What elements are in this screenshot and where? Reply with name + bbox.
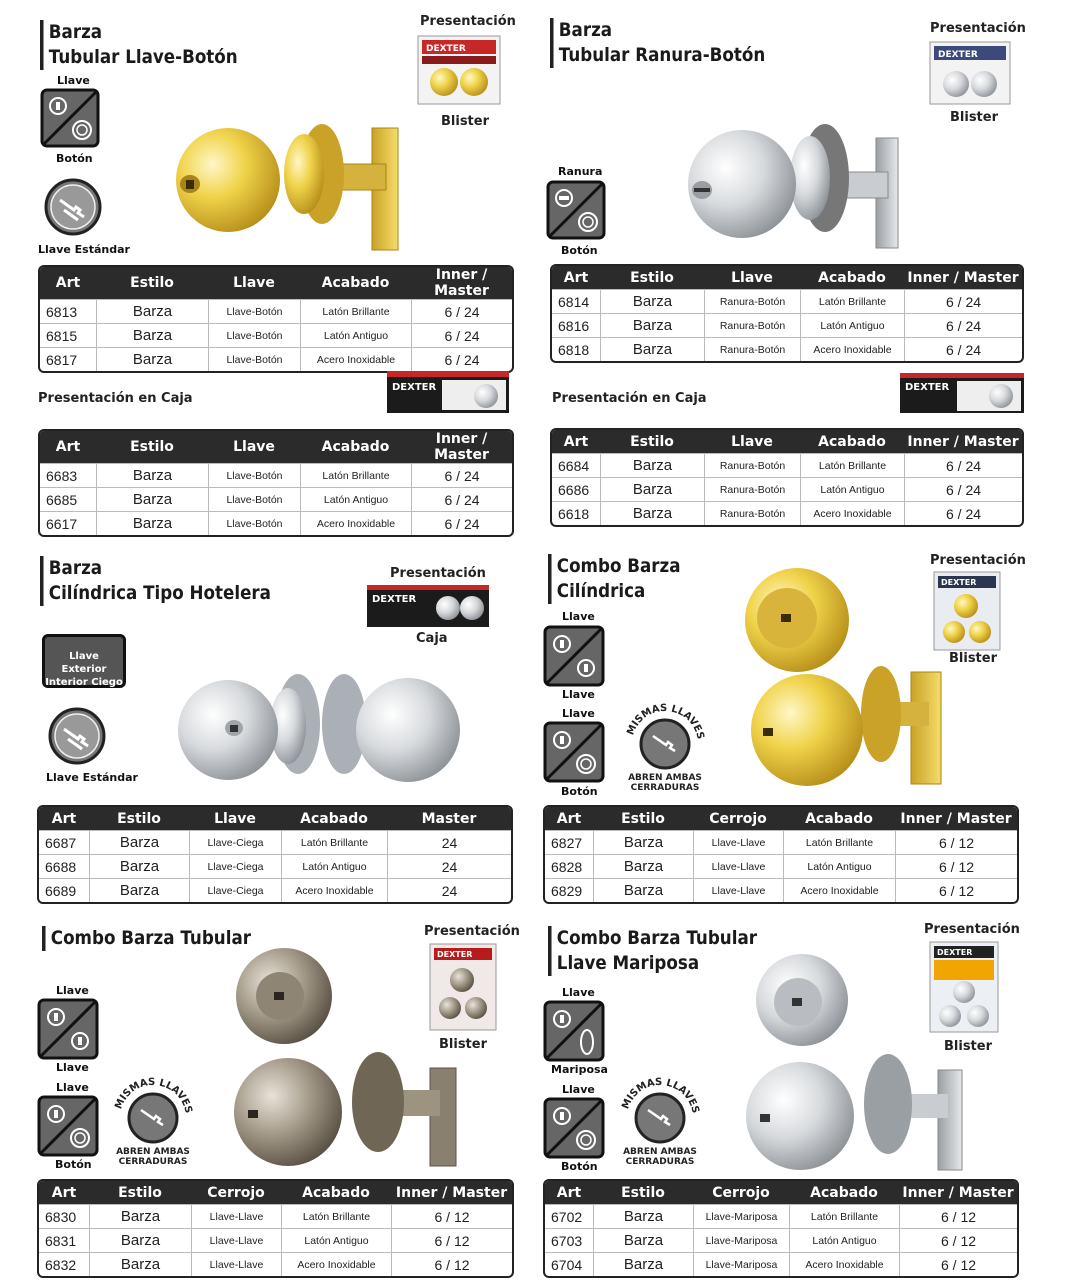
title-line-1: Combo Barza Tubular (556, 927, 757, 949)
col-inner-master: Inner / Master (391, 1181, 512, 1204)
boton-label: Botón (561, 1160, 598, 1173)
mariposa-label: Mariposa (551, 1063, 608, 1076)
cell: Latón Brillante (783, 830, 895, 854)
cell: 6683 (40, 463, 96, 487)
col-art: Art (40, 267, 96, 299)
table-row (40, 463, 512, 487)
mismas-llaves-text: MISMAS LLAVES (113, 1076, 194, 1115)
cell: 6689 (39, 878, 89, 902)
cell: 6687 (39, 830, 89, 854)
blister-label: Blister (944, 1039, 993, 1054)
cell: Llave-Llave (693, 878, 783, 902)
cell: Barza (593, 1204, 693, 1228)
product-table (37, 1179, 514, 1278)
cell: Ranura-Botón (704, 477, 800, 501)
col-llave: Llave (704, 266, 800, 289)
mismas-llaves-badge (620, 700, 710, 796)
brand-text: DEXTER (905, 382, 950, 393)
cell: 6686 (552, 477, 600, 501)
presentacion-label: Presentación (924, 922, 1020, 937)
col-acabado: Acabado (281, 1181, 391, 1204)
llave-boton-icon (40, 88, 100, 148)
boton-label: Botón (561, 785, 598, 798)
cell: 6688 (39, 854, 89, 878)
cell: Barza (96, 347, 208, 371)
presentacion-label: Presentación (390, 566, 486, 581)
blister-package-image (416, 34, 502, 106)
cell: 6832 (39, 1252, 89, 1276)
cell: 6617 (40, 511, 96, 535)
cell: Latón Antiguo (281, 854, 387, 878)
cell: Latón Antiguo (281, 1228, 391, 1252)
cell: Barza (593, 854, 693, 878)
cell: 6702 (545, 1204, 593, 1228)
cell: 24 (387, 830, 511, 854)
cell: Llave-Llave (191, 1228, 281, 1252)
cell: 24 (387, 878, 511, 902)
svg-text:DEXTER: DEXTER (941, 578, 977, 587)
section-title (548, 926, 757, 976)
cell: Barza (96, 323, 208, 347)
cell: Llave-Llave (693, 854, 783, 878)
table-row (552, 337, 1022, 361)
cell: Llave-Mariposa (693, 1252, 789, 1276)
cell: Llave-Botón (208, 299, 300, 323)
cell: 6 / 24 (904, 501, 1022, 525)
presentacion-caja-label: Presentación en Caja (38, 391, 193, 406)
col-acabado: Acabado (789, 1181, 899, 1204)
combo-brass-image (735, 562, 960, 790)
combo-bronze-image (222, 940, 472, 1170)
cell: Llave-Llave (693, 830, 783, 854)
cell: 6816 (552, 313, 600, 337)
presentacion-caja-label: Presentación en Caja (552, 391, 707, 406)
table-row (39, 1228, 512, 1252)
box-product-table (550, 428, 1024, 527)
cell: Latón Brillante (300, 299, 411, 323)
table-row (40, 347, 512, 371)
cell: 6 / 24 (411, 323, 512, 347)
brand-text: DEXTER (392, 382, 437, 393)
table-row (39, 1252, 512, 1276)
cell: 6818 (552, 337, 600, 361)
col-acabado: Acabado (800, 266, 904, 289)
cell: 6684 (552, 453, 600, 477)
title-line-2: Llave Mariposa (556, 952, 700, 974)
col-estilo: Estilo (593, 807, 693, 830)
caja-package-image (366, 584, 490, 628)
table-row (40, 511, 512, 535)
cell: 6703 (545, 1228, 593, 1252)
boton-label: Botón (55, 1158, 92, 1171)
col-art: Art (40, 431, 96, 463)
llave-label-3: Llave (562, 707, 595, 720)
col-estilo: Estilo (600, 266, 704, 289)
llave-llave-icon (543, 625, 605, 687)
table-row (545, 878, 1017, 902)
llave-estandar-icon (48, 707, 106, 765)
llave-llave-icon (37, 998, 99, 1060)
col-art: Art (552, 430, 600, 453)
title-line-1: Barza (48, 557, 103, 579)
ranura-label: Ranura (558, 165, 603, 178)
col-art: Art (39, 1181, 89, 1204)
cerraduras-text: CERRADURAS (625, 1157, 695, 1167)
table-row (552, 289, 1022, 313)
title-line-2: Cilíndrica (556, 580, 646, 602)
col-inner-master: Inner / Master (411, 267, 512, 299)
cell: Acero Inoxidable (281, 878, 387, 902)
cell: Barza (593, 1252, 693, 1276)
cell: 6 / 24 (904, 477, 1022, 501)
cell: 6685 (40, 487, 96, 511)
cell: Acero Inoxidable (800, 501, 904, 525)
cell: 6 / 12 (895, 854, 1017, 878)
col-estilo: Estilo (600, 430, 704, 453)
cell: 6 / 24 (411, 347, 512, 371)
cell: 6 / 24 (411, 463, 512, 487)
col-inner-master: Inner / Master (411, 431, 512, 463)
col-estilo: Estilo (89, 1181, 191, 1204)
cell: Latón Antiguo (783, 854, 895, 878)
cell: 24 (387, 854, 511, 878)
cell: 6 / 12 (895, 878, 1017, 902)
cell: 6 / 24 (411, 511, 512, 535)
col-master: Master (387, 807, 511, 830)
col-art: Art (545, 1181, 593, 1204)
cell: 6 / 24 (904, 453, 1022, 477)
badge-line-1: Llave Exterior (61, 651, 107, 675)
presentacion-label: Presentación (420, 14, 516, 29)
table-row (39, 830, 511, 854)
llave-label: Llave (562, 610, 595, 623)
cell: Barza (600, 313, 704, 337)
cell: Acero Inoxidable (789, 1252, 899, 1276)
col-inner-master: Inner / Master (895, 807, 1017, 830)
col-acabado: Acabado (783, 807, 895, 830)
cell: Llave-Ciega (189, 878, 281, 902)
badge-line-2: Interior Ciego (45, 677, 123, 688)
knob-lock-brass-image (176, 112, 416, 252)
col-art: Art (552, 266, 600, 289)
col-acabado: Acabado (800, 430, 904, 453)
cell: Barza (89, 854, 189, 878)
cell: 6815 (40, 323, 96, 347)
cell: Llave-Ciega (189, 830, 281, 854)
cell: 6618 (552, 501, 600, 525)
cell: Latón Antiguo (789, 1228, 899, 1252)
llave-exterior-interior-ciego-badge (42, 634, 126, 688)
brand-text: DEXTER (372, 594, 417, 605)
table-row (39, 854, 511, 878)
cell: Llave-Llave (191, 1204, 281, 1228)
cell: 6 / 12 (895, 830, 1017, 854)
cell: 6 / 12 (899, 1252, 1017, 1276)
cell: Barza (96, 487, 208, 511)
presentacion-label: Presentación (930, 21, 1026, 36)
cell: Latón Antiguo (300, 487, 411, 511)
cell: Latón Brillante (281, 830, 387, 854)
svg-text:DEXTER: DEXTER (437, 950, 473, 959)
cell: Latón Brillante (300, 463, 411, 487)
cell: Latón Brillante (789, 1204, 899, 1228)
llave-label: Llave (56, 984, 89, 997)
table-row (40, 299, 512, 323)
cell: Barza (600, 477, 704, 501)
cell: Llave-Botón (208, 463, 300, 487)
section-title (40, 556, 271, 606)
blister-label: Blister (439, 1037, 488, 1052)
cell: Latón Brillante (281, 1204, 391, 1228)
abren-ambas-text: ABREN AMBAS (628, 773, 702, 783)
combo-steel-image (742, 948, 980, 1174)
cell: Acero Inoxidable (783, 878, 895, 902)
llave-mariposa-icon (543, 1000, 605, 1062)
title-line-2: Tubular Llave-Botón (48, 46, 238, 68)
cerraduras-text: CERRADURAS (630, 783, 700, 793)
table-row (40, 323, 512, 347)
svg-text:DEXTER: DEXTER (938, 50, 978, 60)
table-row (39, 878, 511, 902)
section-title (548, 554, 681, 604)
llave-boton-icon (543, 721, 605, 783)
cell: Llave-Mariposa (693, 1204, 789, 1228)
llave-label-2: Llave (56, 1061, 89, 1074)
table-row (545, 830, 1017, 854)
table-row (552, 453, 1022, 477)
cell: Barza (600, 453, 704, 477)
cell: 6 / 12 (391, 1204, 512, 1228)
caja-package-image (899, 372, 1025, 414)
cell: Barza (89, 1228, 191, 1252)
cell: Barza (96, 511, 208, 535)
cell: Barza (600, 501, 704, 525)
col-cerrojo: Cerrojo (191, 1181, 281, 1204)
blister-label: Blister (950, 110, 999, 125)
cell: Ranura-Botón (704, 453, 800, 477)
table-row (40, 487, 512, 511)
svg-text:DEXTER: DEXTER (937, 948, 973, 957)
col-estilo: Estilo (96, 431, 208, 463)
section-title (42, 926, 251, 951)
mismas-llaves-text: MISMAS LLAVES (625, 702, 706, 741)
col-inner-master: Inner / Master (904, 430, 1022, 453)
llave-estandar-label: Llave Estándar (38, 243, 130, 256)
title-line-1: Barza (48, 21, 103, 43)
cell: 6829 (545, 878, 593, 902)
product-table (543, 805, 1019, 904)
cell: 6813 (40, 299, 96, 323)
section-title (550, 18, 765, 68)
llave-boton-icon (37, 1095, 99, 1157)
cell: Barza (89, 1252, 191, 1276)
cell: Barza (89, 878, 189, 902)
product-table (543, 1179, 1019, 1278)
cell: Latón Antiguo (800, 477, 904, 501)
cell: 6 / 24 (411, 299, 512, 323)
cell: Barza (89, 830, 189, 854)
cell: Ranura-Botón (704, 337, 800, 361)
cell: Llave-Botón (208, 347, 300, 371)
title-line-1: Barza (558, 19, 613, 41)
product-table (550, 264, 1024, 363)
cell: 6 / 12 (899, 1228, 1017, 1252)
mismas-llaves-badge (615, 1074, 705, 1172)
ranura-boton-icon (546, 180, 606, 240)
cell: Llave-Botón (208, 323, 300, 347)
table-row (545, 1204, 1017, 1228)
llave-label-2: Llave (562, 1083, 595, 1096)
table-row (39, 1204, 512, 1228)
col-acabado: Acabado (281, 807, 387, 830)
col-art: Art (39, 807, 89, 830)
col-acabado: Acabado (300, 431, 411, 463)
presentacion-label: Presentación (424, 924, 520, 939)
product-table (38, 265, 514, 373)
blister-label: Blister (441, 114, 490, 129)
cell: Latón Antiguo (300, 323, 411, 347)
col-inner-master: Inner / Master (904, 266, 1022, 289)
llave-label: Llave (57, 74, 90, 87)
blister-package-image (928, 40, 1012, 106)
title-line-2: Tubular Ranura-Botón (558, 44, 766, 66)
llave-estandar-icon (44, 178, 102, 236)
cell: Ranura-Botón (704, 501, 800, 525)
col-estilo: Estilo (89, 807, 189, 830)
col-cerrojo: Cerrojo (693, 807, 783, 830)
cell: Llave-Ciega (189, 854, 281, 878)
title-line-2: Cilíndrica Tipo Hotelera (48, 582, 271, 604)
table-row (545, 854, 1017, 878)
cell: Latón Brillante (800, 289, 904, 313)
cell: Ranura-Botón (704, 313, 800, 337)
llave-label-3: Llave (56, 1081, 89, 1094)
cell: Llave-Botón (208, 511, 300, 535)
cell: Latón Brillante (800, 453, 904, 477)
cell: Barza (593, 830, 693, 854)
llave-estandar-label: Llave Estándar (46, 771, 138, 784)
mismas-llaves-badge (108, 1074, 198, 1172)
cell: Acero Inoxidable (300, 511, 411, 535)
title-line-1: Combo Barza Tubular (50, 927, 251, 949)
abren-ambas-text: ABREN AMBAS (623, 1147, 697, 1157)
col-estilo: Estilo (593, 1181, 693, 1204)
cell: 6704 (545, 1252, 593, 1276)
cell: 6814 (552, 289, 600, 313)
cell: 6 / 12 (899, 1204, 1017, 1228)
cell: Barza (593, 878, 693, 902)
svg-text:DEXTER: DEXTER (426, 44, 466, 54)
section-title (40, 20, 238, 70)
caja-package-image (386, 370, 510, 414)
cell: Barza (89, 1204, 191, 1228)
cell: 6 / 24 (411, 487, 512, 511)
col-inner-master: Inner / Master (899, 1181, 1017, 1204)
blister-label: Blister (949, 651, 998, 666)
col-estilo: Estilo (96, 267, 208, 299)
table-row (552, 477, 1022, 501)
cell: Barza (600, 289, 704, 313)
cell: 6828 (545, 854, 593, 878)
table-row (545, 1252, 1017, 1276)
cell: 6817 (40, 347, 96, 371)
cell: 6 / 24 (904, 337, 1022, 361)
llave-label-2: Llave (562, 688, 595, 701)
col-cerrojo: Cerrojo (693, 1181, 789, 1204)
table-row (545, 1228, 1017, 1252)
presentacion-label: Presentación (930, 553, 1026, 568)
mismas-llaves-text: MISMAS LLAVES (620, 1076, 701, 1115)
cell: Llave-Botón (208, 487, 300, 511)
boton-label: Botón (561, 244, 598, 257)
cell: Ranura-Botón (704, 289, 800, 313)
cerraduras-text: CERRADURAS (118, 1157, 188, 1167)
cell: 6 / 24 (904, 313, 1022, 337)
llave-boton-icon (543, 1097, 605, 1159)
cell: Acero Inoxidable (300, 347, 411, 371)
cell: Barza (600, 337, 704, 361)
cell: 6827 (545, 830, 593, 854)
cell: Llave-Mariposa (693, 1228, 789, 1252)
col-art: Art (545, 807, 593, 830)
cell: Llave-Llave (191, 1252, 281, 1276)
cell: Barza (593, 1228, 693, 1252)
hotel-knobs-image (176, 670, 466, 788)
cell: Latón Antiguo (800, 313, 904, 337)
cell: 6830 (39, 1204, 89, 1228)
col-llave: Llave (208, 267, 300, 299)
cell: Acero Inoxidable (281, 1252, 391, 1276)
table-row (552, 313, 1022, 337)
knob-lock-steel-image (680, 110, 930, 250)
cell: 6831 (39, 1228, 89, 1252)
cell: Barza (96, 299, 208, 323)
boton-label: Botón (56, 152, 93, 165)
cell: 6 / 24 (904, 289, 1022, 313)
box-product-table (38, 429, 514, 537)
cell: Barza (96, 463, 208, 487)
table-row (552, 501, 1022, 525)
cell: Acero Inoxidable (800, 337, 904, 361)
caja-label: Caja (416, 631, 448, 646)
col-llave: Llave (704, 430, 800, 453)
product-table (37, 805, 513, 904)
abren-ambas-text: ABREN AMBAS (116, 1147, 190, 1157)
llave-label: Llave (562, 986, 595, 999)
cell: 6 / 12 (391, 1252, 512, 1276)
col-llave: Llave (208, 431, 300, 463)
cell: 6 / 12 (391, 1228, 512, 1252)
col-acabado: Acabado (300, 267, 411, 299)
title-line-1: Combo Barza (556, 555, 681, 577)
col-llave: Llave (189, 807, 281, 830)
